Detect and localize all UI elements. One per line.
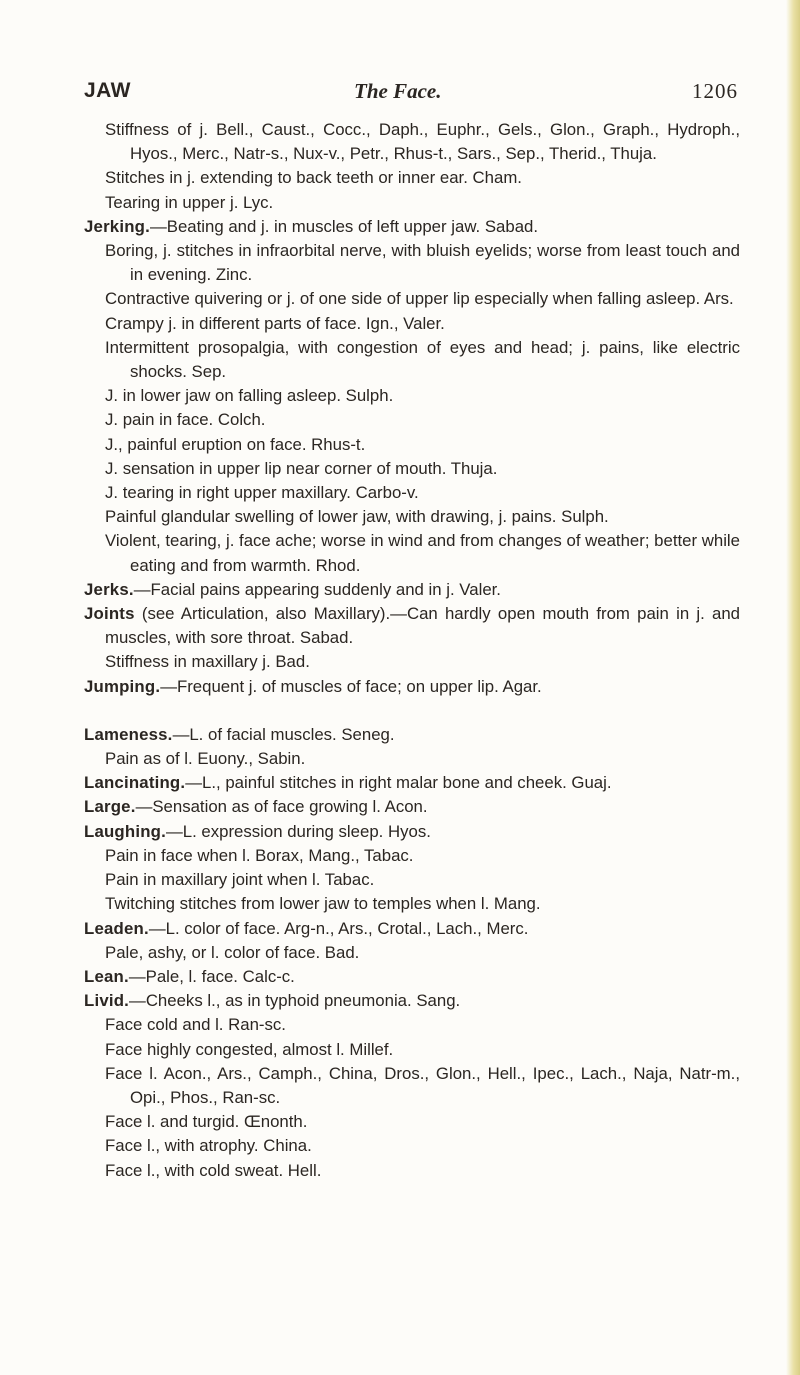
rubric-entry [84, 989, 740, 1013]
entry [84, 384, 740, 408]
entry-text: Twitching stitches from lower jaw to temples when l. Mang. [105, 894, 541, 914]
entry-text: Face l. Acon., Ars., Camph., China, Dros., Glon., Hell., Ipec., Lach., Naja, Natr-m., Opi., Phos., Ran-sc. [105, 1063, 740, 1107]
entry-text: Tearing in upper j. Lyc. [105, 192, 274, 212]
rubric-entry [84, 771, 740, 795]
entry [84, 1013, 740, 1037]
rubric-entry [84, 578, 740, 602]
entry [84, 118, 740, 166]
running-head-section: JAW [84, 79, 132, 102]
entry [84, 1110, 740, 1134]
rubric-heading: Jerking. [84, 216, 150, 236]
entry [84, 481, 740, 505]
entry-text: —Facial pains appearing suddenly and in j. Valer. [133, 579, 501, 599]
entry-text: J. tearing in right upper maxillary. Carbo-v. [105, 483, 419, 503]
entry-text: Stiffness in maxillary j. Bad. [105, 652, 310, 672]
entry [84, 650, 740, 674]
entry-text: Stitches in j. extending to back teeth or inner ear. Cham. [105, 168, 522, 188]
entry [84, 336, 740, 384]
entry [84, 433, 740, 457]
page-header [84, 76, 738, 106]
entry-text: Pale, ashy, or l. color of face. Bad. [105, 942, 360, 962]
rubric-heading: Joints [84, 604, 135, 624]
rubric-heading: Jerks. [84, 579, 134, 599]
entry-text: Violent, tearing, j. face ache; worse in wind and from changes of weather; better while eating and from warmth. Rhod. [105, 531, 740, 575]
entry-text: —Pale, l. face. Calc-c. [128, 966, 295, 986]
entry-text: Face l., with cold sweat. Hell. [105, 1160, 322, 1180]
entry-text: Pain in face when l. Borax, Mang., Tabac. [105, 845, 414, 865]
entry-text: Pain as of l. Euony., Sabin. [105, 749, 306, 769]
entry-text: Intermittent prosopalgia, with congestion of eyes and head; j. pains, like electric shocks. Sep. [105, 337, 740, 382]
entry-text: Crampy j. in different parts of face. Ign., Valer. [105, 313, 445, 333]
entry-text: Pain in maxillary joint when l. Tabac. [105, 870, 375, 890]
entry-text: J., painful eruption on face. Rhus-t. [105, 434, 366, 454]
entry [84, 868, 740, 892]
rubric-heading: Jumping. [84, 676, 161, 696]
entry-text: Face l., with atrophy. China. [105, 1136, 312, 1156]
rubric-heading: Lancinating. [84, 773, 186, 793]
entry [84, 1134, 740, 1158]
entry [84, 747, 740, 771]
repertory-text [84, 118, 740, 1183]
entry [84, 505, 740, 529]
running-head-title: The Face. [354, 79, 442, 103]
rubric-entry [84, 965, 740, 989]
entry-text: Painful glandular swelling of lower jaw, with drawing, j. pains. Sulph. [105, 507, 609, 527]
rubric-heading: Lean. [84, 966, 129, 986]
entry [84, 1062, 740, 1110]
entry-text: —L. color of face. Arg-n., Ars., Crotal., Lach., Merc. [148, 918, 529, 938]
rubric-entry [84, 602, 740, 650]
rubric-entry [84, 675, 740, 699]
entry-text: —L. expression during sleep. Hyos. [165, 821, 431, 841]
entry [84, 1038, 740, 1062]
entry [84, 287, 740, 311]
entry [84, 529, 740, 577]
entry-text: Face highly congested, almost l. Millef. [105, 1039, 394, 1059]
rubric-heading: Livid. [84, 991, 130, 1011]
entry [84, 408, 740, 432]
entry [84, 844, 740, 868]
entry [84, 941, 740, 965]
entry [84, 312, 740, 336]
rubric-entry [84, 795, 740, 819]
rubric-entry [84, 820, 740, 844]
entry [84, 239, 740, 287]
entry-text: —L. of facial muscles. Seneg. [172, 724, 395, 744]
rubric-entry [84, 917, 740, 941]
entry [84, 166, 740, 190]
entry-text: Face l. and turgid. Œnonth. [105, 1112, 308, 1132]
entry [84, 1159, 740, 1183]
rubric-heading: Lameness. [84, 724, 173, 744]
entry-text: —L., painful stitches in right malar bone and cheek. Guaj. [185, 773, 612, 793]
entry-text: (see Articulation, also Maxillary).—Can hardly open mouth from pain in j. and muscles, with sore throat. Sabad. [105, 604, 740, 648]
entry-text: Face cold and l. Ran-sc. [105, 1015, 286, 1035]
section-gap [84, 699, 740, 723]
entry-text: —Cheeks l., as in typhoid pneumonia. Sang. [129, 991, 461, 1011]
entry-text: J. sensation in upper lip near corner of mouth. Thuja. [105, 458, 498, 478]
entry [84, 191, 740, 215]
entry-text: Contractive quivering or j. of one side of upper lip especially when falling asleep. Ars. [105, 289, 734, 309]
entry [84, 892, 740, 916]
rubric-heading: Leaden. [84, 918, 149, 938]
entry [84, 457, 740, 481]
entry-text: —Frequent j. of muscles of face; on upper lip. Agar. [160, 676, 542, 696]
entry-text: —Beating and j. in muscles of left upper jaw. Sabad. [149, 216, 539, 236]
entry-text: Boring, j. stitches in infraorbital nerve, with bluish eyelids; worse from least touch and in evening. Zinc. [105, 241, 740, 285]
entry-text: —Sensation as of face growing l. Acon. [135, 797, 428, 817]
rubric-entry [84, 723, 740, 747]
rubric-heading: Laughing. [84, 821, 166, 841]
entry-text: Stiffness of j. Bell., Caust., Cocc., Daph., Euphr., Gels., Glon., Graph., Hydroph., Hyos., Merc., Natr-s., Nux-v., Petr., Rhus-t., Sars., Sep., Therid., Thuja. [105, 120, 740, 164]
entry-text: J. pain in face. Colch. [105, 410, 266, 430]
rubric-heading: Large. [84, 797, 136, 817]
entry-text: J. in lower jaw on falling asleep. Sulph. [105, 386, 394, 406]
page-number: 1206 [692, 79, 738, 103]
page-edge-shading [786, 0, 800, 1375]
rubric-entry [84, 215, 740, 239]
